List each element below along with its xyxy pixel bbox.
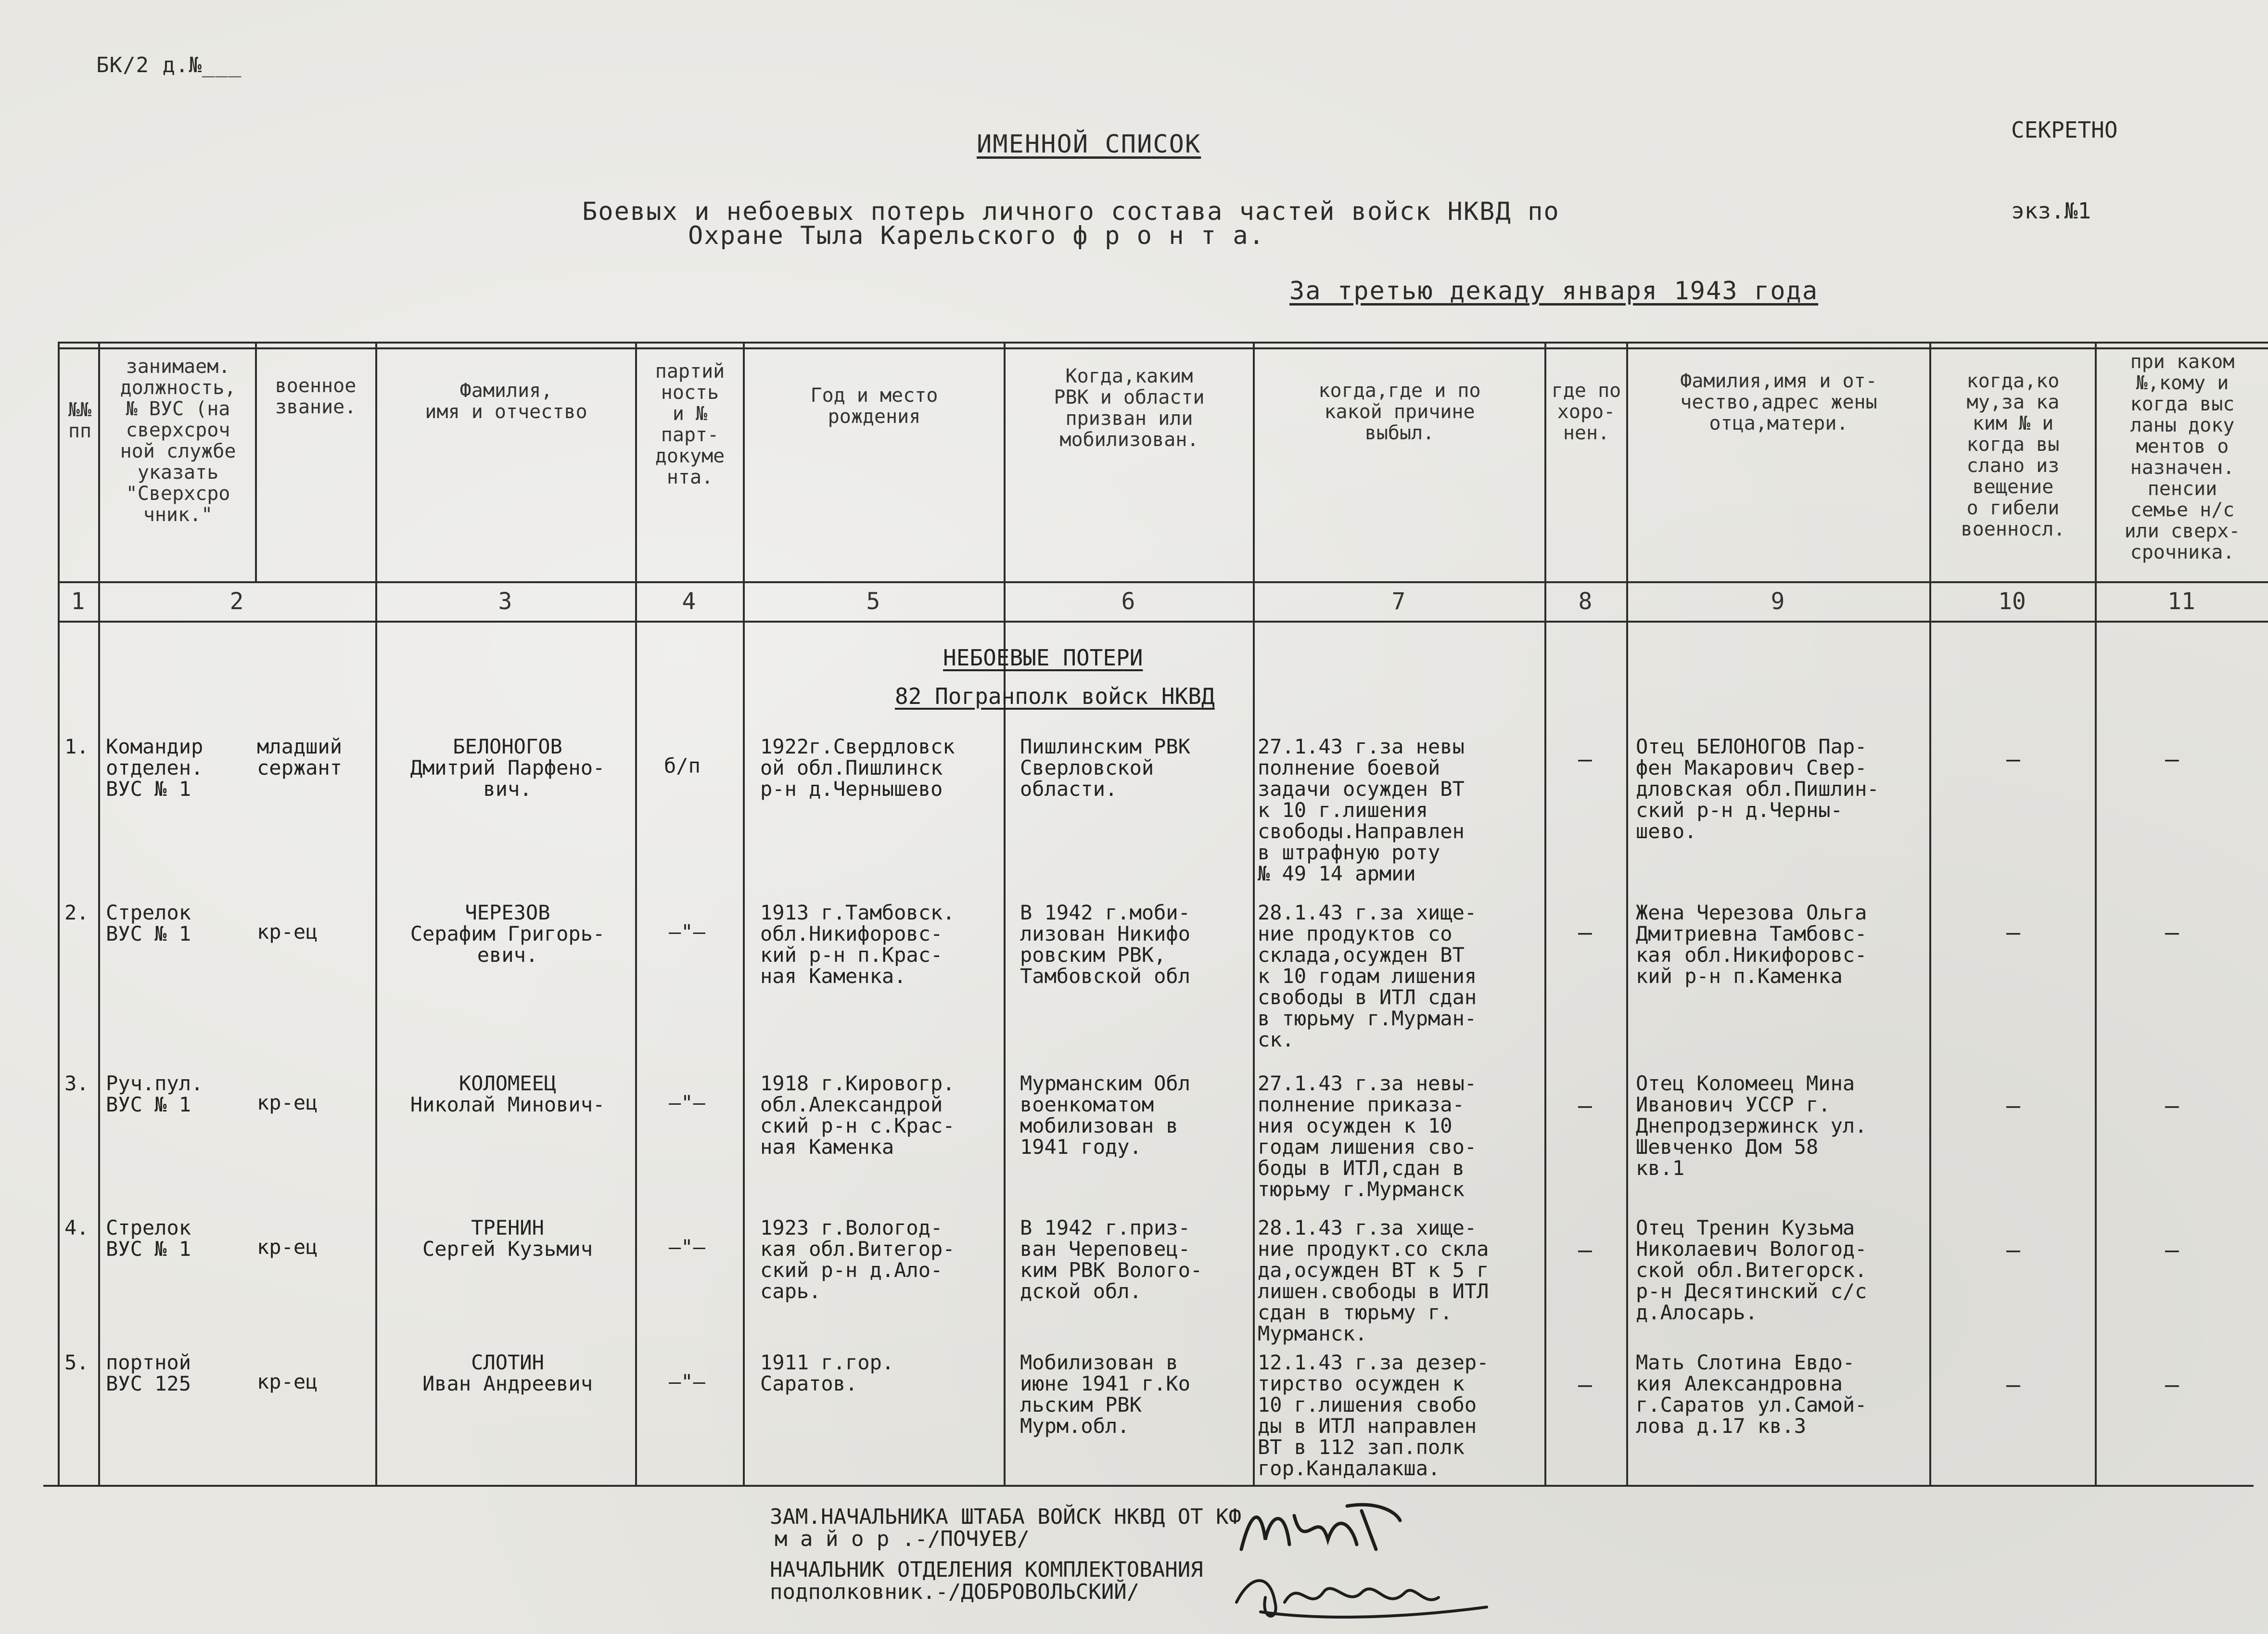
row-position: Стрелок ВУС № 1	[106, 1216, 191, 1261]
col-header-left: когда,где и по какой причине выбыл.	[1318, 380, 1481, 444]
handwritten-signature-pochuev	[1232, 1496, 1405, 1564]
row-position: Командир отделен. ВУС № 1	[106, 735, 204, 801]
row-party: –"–	[669, 920, 705, 944]
col-header-called: Когда,каким РВК и области призван или мобилизован.	[1054, 365, 1205, 451]
row-name: КОЛОМЕЕЦ Николай Минович-	[410, 1072, 605, 1116]
classification-label: СЕКРЕТНО	[2011, 117, 2118, 143]
row-number: 5.	[64, 1351, 89, 1374]
row-position: Стрелок ВУС № 1	[106, 901, 191, 945]
col-header-notice: когда,ко му,за ка ким № и когда вы слано из вещение о гибели военносл.	[1961, 370, 2065, 540]
row-col11: –	[2165, 1237, 2179, 1264]
row-col11: –	[2165, 746, 2179, 773]
row-called: Мурманским Обл военкоматом мобилизован в 1941 году.	[1020, 1072, 1191, 1159]
row-col11: –	[2165, 919, 2179, 946]
col-header-rank: военное звание.	[275, 375, 357, 418]
col-number: 1	[71, 588, 85, 615]
row-called: Мобилизован в июне 1941 г.Ко льским РВК Мурм.обл.	[1020, 1351, 1191, 1438]
row-relatives: Отец Тренин Кузьма Николаевич Вологод- ской обл.Витегорск. р-н Десятинский с/с д.Алосарь.	[1636, 1216, 1867, 1324]
row-relatives: Мать Слотина Евдо- кия Александровна г.Саратов ул.Самой- лова д.17 кв.3	[1636, 1351, 1867, 1438]
col-header-relatives: Фамилия,имя и от- чество,адрес жены отца,матери.	[1680, 370, 1877, 434]
col-number: 10	[1998, 588, 2026, 615]
col-header-birth: Год и место рождения	[810, 384, 938, 428]
col-header-name: Фамилия, имя и отчество	[425, 380, 587, 423]
row-rank: младший сержант	[257, 735, 343, 779]
losses-table	[58, 342, 2268, 1487]
document-subtitle-line1: Боевых и небоевых потерь личного состава частей войск НКВД по	[582, 197, 1560, 226]
col-number: 11	[2167, 588, 2195, 615]
row-relatives: Отец БЕЛОНОГОВ Пар- фен Макарович Свер- дловская обл.Пишлин- ский р-н д.Черны- шево.	[1636, 735, 1879, 843]
row-party: –"–	[669, 1091, 705, 1114]
col-number: 5	[866, 588, 880, 615]
row-position: портной ВУС 125	[106, 1351, 191, 1395]
file-reference: БК/2 д.№___	[96, 53, 242, 77]
col-number: 2	[229, 588, 244, 615]
signature-line-major: м а й о р .-/ПОЧУЕВ/	[775, 1527, 1030, 1551]
signature-line-lt-colonel: подполковник.-/ДОБРОВОЛЬСКИЙ/	[770, 1580, 1140, 1604]
row-name: БЕЛОНОГОВ Дмитрий Парфено- вич.	[410, 735, 605, 801]
row-rank: кр-ец	[257, 1370, 318, 1393]
signature-line-deputy-chief: ЗАМ.НАЧАЛЬНИКА ШТАБА ВОЙСК НКВД ОТ КФ	[770, 1505, 1242, 1529]
row-left: 28.1.43 г.за хище- ние продукт.со скла да,осужден ВТ к 5 г лишен.свободы в ИТЛ сдан в тюрьму г. Мурманск.	[1258, 1216, 1489, 1345]
copy-number: экз.№1	[2011, 198, 2091, 224]
row-name: ТРЕНИН Сергей Кузьмич	[422, 1216, 593, 1261]
row-col10: –	[2006, 1092, 2020, 1119]
row-party: б/п	[664, 754, 701, 778]
row-birth: 1911 г.гор. Саратов.	[760, 1351, 894, 1395]
row-left: 27.1.43 г.за невы полнение боевой задачи осужден ВТ к 10 г.лишения свободы.Направлен в штрафную роту № 49 14 армии	[1258, 735, 1465, 885]
row-position: Руч.пул. ВУС № 1	[106, 1072, 204, 1116]
col-header-pension: при каком №,кому и когда выс ланы доку ментов о назначен. пенсии семье н/с или сверх- срочника.	[2124, 351, 2241, 563]
row-left: 27.1.43 г.за невы- полнение приказа- ния осужден к 10 годам лишения сво- боды в ИТЛ,сдан в тюрьму г.Мурманск	[1258, 1072, 1477, 1201]
row-name: СЛОТИН Иван Андреевич	[422, 1351, 593, 1395]
row-rank: кр-ец	[257, 1091, 318, 1114]
row-name: ЧЕРЕЗОВ Серафим Григорь- евич.	[410, 901, 605, 967]
document-title: ИМЕННОЙ СПИСОК	[977, 130, 1201, 159]
col-number: 8	[1578, 588, 1593, 615]
col-number: 7	[1391, 588, 1406, 615]
row-called: Пишлинским РВК Сверловской области.	[1020, 735, 1191, 801]
col-header-buried: где по хоро- нен.	[1551, 380, 1621, 444]
row-col10: –	[2006, 746, 2020, 773]
row-birth: 1922г.Свердловск ой обл.Пишлинск р-н д.Чернышево	[760, 735, 955, 801]
document-subtitle-line2: Охране Тыла Карельского ф р о н т а.	[688, 221, 1265, 250]
classification-stamp	[2011, 63, 2118, 278]
row-party: –"–	[669, 1235, 705, 1259]
row-relatives: Отец Коломеец Мина Иванович УССР г. Днепродзержинск ул. Шевченко Дом 58 кв.1	[1636, 1072, 1867, 1180]
row-col11: –	[2165, 1092, 2179, 1119]
row-called: В 1942 г.моби- лизован Никифо ровским РВК, Тамбовской обл	[1020, 901, 1191, 988]
row-col10: –	[2006, 919, 2020, 946]
col-header-number: №№ пп	[68, 399, 92, 442]
col-number: 9	[1771, 588, 1785, 615]
row-birth: 1923 г.Вологод- кая обл.Витегор- ский р-н д.Ало- сарь.	[760, 1216, 955, 1303]
row-left: 12.1.43 г.за дезер- тирство осужден к 10 г.лишения свобо ды в ИТЛ направлен ВТ в 112 зап.полк гор.Кандалакша.	[1258, 1351, 1489, 1480]
row-party: –"–	[669, 1370, 705, 1393]
row-number: 1.	[64, 735, 89, 758]
row-number: 3.	[64, 1072, 89, 1095]
row-buried: –	[1578, 919, 1592, 946]
col-header-position: занимаем. должность, № ВУС (на сверхсроч ной службе указать "Сверхсро чник."	[120, 356, 236, 526]
section-title: НЕБОЕВЫЕ ПОТЕРИ	[943, 645, 1143, 671]
handwritten-signature-dobrovolsky	[1232, 1564, 1491, 1626]
row-buried: –	[1578, 1092, 1592, 1119]
row-col11: –	[2165, 1371, 2179, 1398]
col-number: 3	[498, 588, 512, 615]
row-number: 2.	[64, 901, 89, 924]
row-birth: 1918 г.Кировогр. обл.Александрой ский р-н с.Крас- ная Каменка	[760, 1072, 955, 1159]
row-rank: кр-ец	[257, 1235, 318, 1259]
col-header-party: партий ность и № парт- докуме нта.	[655, 360, 725, 488]
row-left: 28.1.43 г.за хище- ние продуктов со склада,осужден ВТ к 10 годам лишения свободы в ИТЛ сдан в тюрьму г.Мурман- ск.	[1258, 901, 1477, 1051]
row-buried: –	[1578, 1237, 1592, 1264]
unit-title: 82 Погранполк войск НКВД	[895, 683, 1215, 709]
row-col10: –	[2006, 1371, 2020, 1398]
row-buried: –	[1578, 746, 1592, 773]
reporting-period: За третью декаду января 1943 года	[1289, 277, 1819, 306]
row-relatives: Жена Черезова Ольга Дмитриевна Тамбовс- кая обл.Никифоровс- кий р-н п.Каменка	[1636, 901, 1867, 988]
row-called: В 1942 г.приз- ван Череповец- ким РВК Волого- дской обл.	[1020, 1216, 1203, 1303]
row-col10: –	[2006, 1237, 2020, 1264]
signature-line-department-head: НАЧАЛЬНИК ОТДЕЛЕНИЯ КОМПЛЕКТОВАНИЯ	[770, 1557, 1203, 1582]
row-rank: кр-ец	[257, 920, 318, 944]
row-number: 4.	[64, 1216, 89, 1239]
col-number: 6	[1121, 588, 1135, 615]
col-number: 4	[682, 588, 696, 615]
row-birth: 1913 г.Тамбовск. обл.Никифоровс- кий р-н п.Крас- ная Каменка.	[760, 901, 955, 988]
row-buried: –	[1578, 1371, 1592, 1398]
